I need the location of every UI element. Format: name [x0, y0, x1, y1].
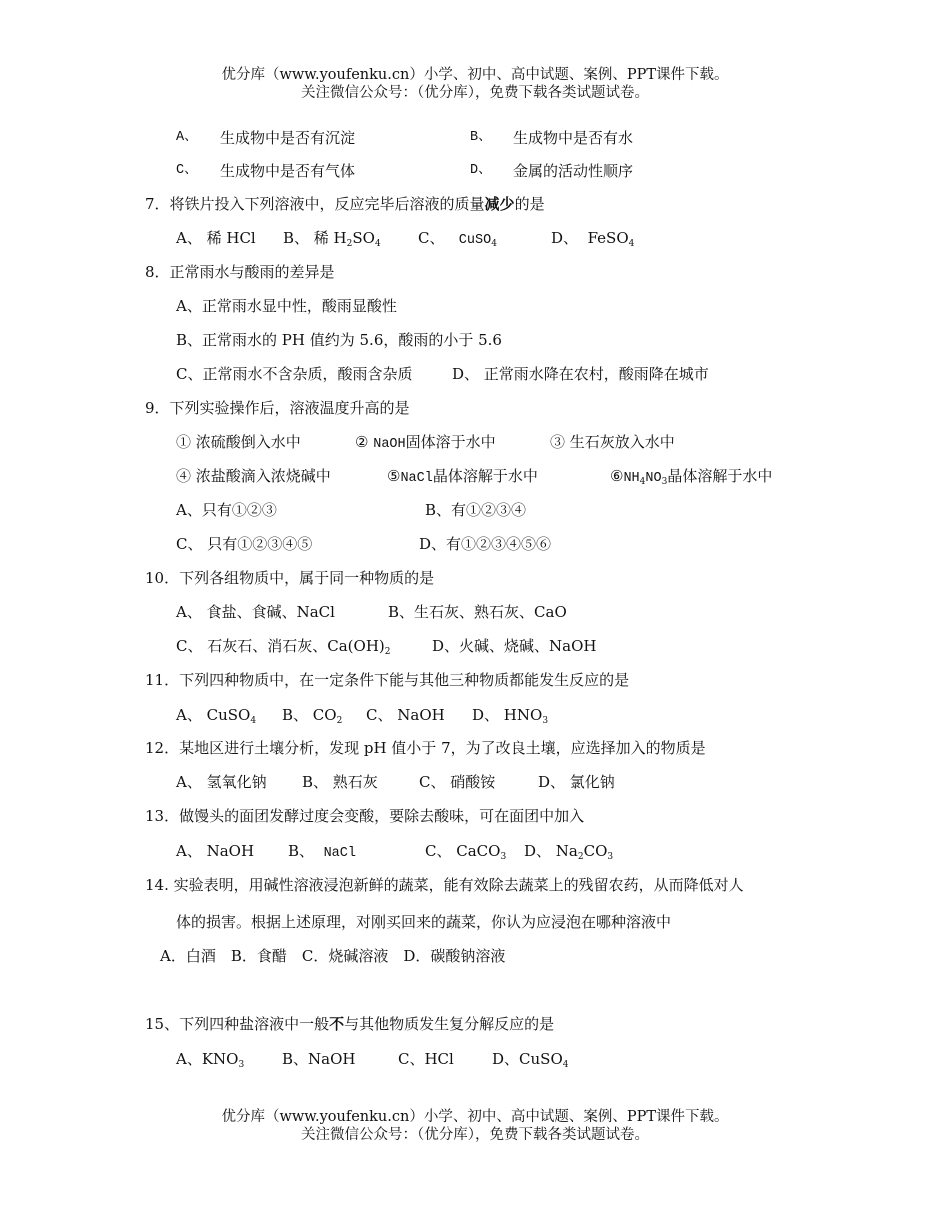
q6-option-d-label: D、 — [470, 163, 492, 178]
q11-option-d — [472, 705, 548, 725]
q6-option-b-label: B、 — [470, 130, 492, 145]
q14-options: A．白酒 B．食醋 C．烧碱溶液 D．碳酸钠溶液 — [160, 947, 506, 965]
q6-option-c-label: C、 — [176, 163, 198, 178]
q10-c-text: C、 石灰石、消石灰、Ca(OH) — [176, 637, 385, 655]
q9-i6-s2: 3 — [661, 477, 668, 487]
question-7-stem — [145, 194, 545, 214]
q15-a-sub: 3 — [238, 1060, 245, 1070]
q7-b-sub1: 2 — [346, 239, 353, 249]
q9-item-5 — [387, 466, 538, 489]
q6-option-c: 生成物中是否有气体 — [220, 162, 356, 180]
q11-option-b — [282, 705, 342, 725]
q10-option-c — [176, 636, 390, 656]
q9-i5-formula: NaCl — [400, 471, 433, 486]
q7-d-sub: 4 — [628, 239, 635, 249]
q9-item-1: ① 浓硫酸倒入水中 — [176, 433, 301, 451]
q7-b-pre: B、 稀 H — [283, 229, 347, 247]
q7-d-label: D、 — [551, 229, 579, 247]
q9-i6-post: 晶体溶解于水中 — [667, 467, 773, 485]
q15-d-text: D、CuSO — [492, 1050, 563, 1068]
q9-i6-pre: ⑥ — [610, 467, 624, 485]
q9-i5-post: 晶体溶解于水中 — [432, 467, 538, 485]
question-12-stem: 12．某地区进行土壤分析，发现 pH 值小于 7，为了改良土壤，应选择加入的物质是 — [145, 739, 706, 757]
q12-option-b: B、 熟石灰 — [302, 773, 378, 791]
q11-d-text: D、 HNO — [472, 706, 543, 724]
q13-b-formula: NaCl — [323, 846, 356, 861]
q13-c-sub: 3 — [500, 852, 507, 862]
q10-option-a: A、 食盐、食碱、NaCl — [176, 603, 335, 621]
q7-c-sub: 4 — [491, 239, 497, 249]
q9-i2-post: 固体溶于水中 — [405, 433, 496, 451]
q15-option-a — [176, 1049, 244, 1069]
q9-item-6 — [610, 466, 772, 489]
q13-c-text: C、 CaCO — [425, 842, 501, 860]
q6-option-a: 生成物中是否有沉淀 — [220, 129, 356, 147]
question-10-stem: 10．下列各组物质中，属于同一种物质的是 — [145, 569, 435, 587]
q13-option-d — [524, 841, 613, 861]
q13-d-sub1: 2 — [577, 852, 584, 862]
q13-d-text1: D、 Na — [524, 842, 578, 860]
q13-option-a: A、 NaOH — [176, 842, 255, 860]
q9-i5-pre: ⑤ — [387, 467, 401, 485]
q8-option-a: A、正常雨水显中性，酸雨显酸性 — [176, 297, 397, 315]
q8-option-b: B、正常雨水的 PH 值约为 5.6，酸雨的小于 5.6 — [176, 331, 502, 349]
q9-option-a: A、只有①②③ — [176, 501, 277, 519]
q7-option-d — [551, 228, 634, 248]
q9-item-2 — [355, 432, 496, 455]
q13-option-b — [288, 841, 356, 864]
header-line-1: 优分库（www.youfenku.cn）小学、初中、高中试题、案例、PPT课件下载。 — [221, 67, 729, 83]
q15-option-b: B、NaOH — [282, 1050, 356, 1068]
q13-option-c — [425, 841, 506, 861]
q10-c-sub: 2 — [384, 647, 391, 657]
q7-stem-post: 的是 — [514, 195, 545, 213]
question-9-stem: 9．下列实验操作后，溶液温度升高的是 — [145, 399, 410, 417]
question-15-stem — [145, 1014, 554, 1034]
q8-option-d: D、 正常雨水降在农村，酸雨降在城市 — [452, 365, 709, 383]
q11-b-text: B、 CO — [282, 706, 337, 724]
q9-i6-m2: NO — [645, 471, 662, 486]
q9-option-b: B、有①②③④ — [425, 501, 527, 519]
q7-option-a: A、 稀 HCl — [176, 229, 256, 247]
q15-stem-post: 与其他物质发生复分解反应的是 — [344, 1015, 555, 1033]
header-line-2: 关注微信公众号：（优分库），免费下载各类试题试卷。 — [301, 85, 649, 101]
q10-option-d: D、火碱、烧碱、NaOH — [432, 637, 597, 655]
q15-stem-emphasis: 不 — [329, 1015, 345, 1033]
q11-a-sub: 4 — [250, 716, 257, 726]
q7-option-b — [283, 228, 381, 248]
q7-c-label: C、 — [418, 229, 445, 247]
q15-a-text: A、KNO — [176, 1050, 239, 1068]
q9-i6-s1: 4 — [639, 477, 646, 487]
q13-d-sub2: 3 — [607, 852, 614, 862]
q9-i2-formula: NaOH — [373, 437, 406, 452]
q9-item-3: ③ 生石灰放入水中 — [550, 433, 675, 451]
q9-option-d: D、有①②③④⑤⑥ — [419, 535, 552, 553]
footer-line-2: 关注微信公众号：（优分库），免费下载各类试题试卷。 — [301, 1127, 649, 1143]
q15-d-sub: 4 — [562, 1060, 569, 1070]
q11-d-sub: 3 — [542, 716, 549, 726]
q11-b-sub: 2 — [336, 716, 343, 726]
q6-option-b: 生成物中是否有水 — [513, 129, 634, 147]
q11-option-c: C、 NaOH — [366, 706, 445, 724]
q13-d-text2: CO — [583, 842, 608, 860]
q8-option-c: C、正常雨水不含杂质，酸雨含杂质 — [176, 365, 413, 383]
q15-stem-pre: 15、下列四种盐溶液中一般 — [145, 1015, 330, 1033]
q7-stem-emphasis: 减少 — [484, 195, 515, 213]
q11-option-a — [176, 705, 256, 725]
question-8-stem: 8．正常雨水与酸雨的差异是 — [145, 263, 335, 281]
q7-option-c — [418, 228, 497, 251]
q7-b-mid: SO — [352, 229, 375, 247]
q9-option-c: C、 只有①②③④⑤ — [176, 535, 313, 553]
q6-option-d: 金属的活动性顺序 — [513, 162, 634, 180]
q12-option-a: A、 氢氧化钠 — [176, 773, 267, 791]
question-11-stem: 11．下列四种物质中，在一定条件下能与其他三种物质都能发生反应的是 — [145, 671, 630, 689]
q15-option-d — [492, 1049, 568, 1069]
q9-i6-m1: NH — [623, 471, 640, 486]
q11-a-text: A、 CuSO — [176, 706, 251, 724]
q12-option-d: D、 氯化钠 — [538, 773, 615, 791]
question-14-stem-line-2: 体的损害。根据上述原理，对刚买回来的蔬菜，你认为应浸泡在哪种溶液中 — [176, 913, 672, 931]
footer-line-1: 优分库（www.youfenku.cn）小学、初中、高中试题、案例、PPT课件下载。 — [221, 1109, 729, 1125]
q13-b-label: B、 — [288, 842, 315, 860]
q7-b-sub2: 4 — [374, 239, 381, 249]
q6-option-a-label: A、 — [176, 130, 198, 145]
q12-option-c: C、 硝酸铵 — [419, 773, 496, 791]
question-14-stem-line-1: 14. 实验表明，用碱性溶液浸泡新鲜的蔬菜，能有效除去蔬菜上的残留农药，从而降低对人 — [145, 876, 744, 894]
q7-stem-pre: 7．将铁片投入下列溶液中，反应完毕后溶液的质量 — [145, 195, 485, 213]
q7-d-formula: FeSO — [587, 229, 629, 247]
q15-option-c: C、HCl — [398, 1050, 454, 1068]
q9-item-4: ④ 浓盐酸滴入浓烧碱中 — [176, 467, 331, 485]
q10-option-b: B、生石灰、熟石灰、CaO — [388, 603, 567, 621]
q9-i2-pre: ② — [355, 433, 374, 451]
question-13-stem: 13．做馒头的面团发酵过度会变酸，要除去酸味，可在面团中加入 — [145, 807, 585, 825]
q7-c-formula: CuSO — [458, 233, 492, 248]
